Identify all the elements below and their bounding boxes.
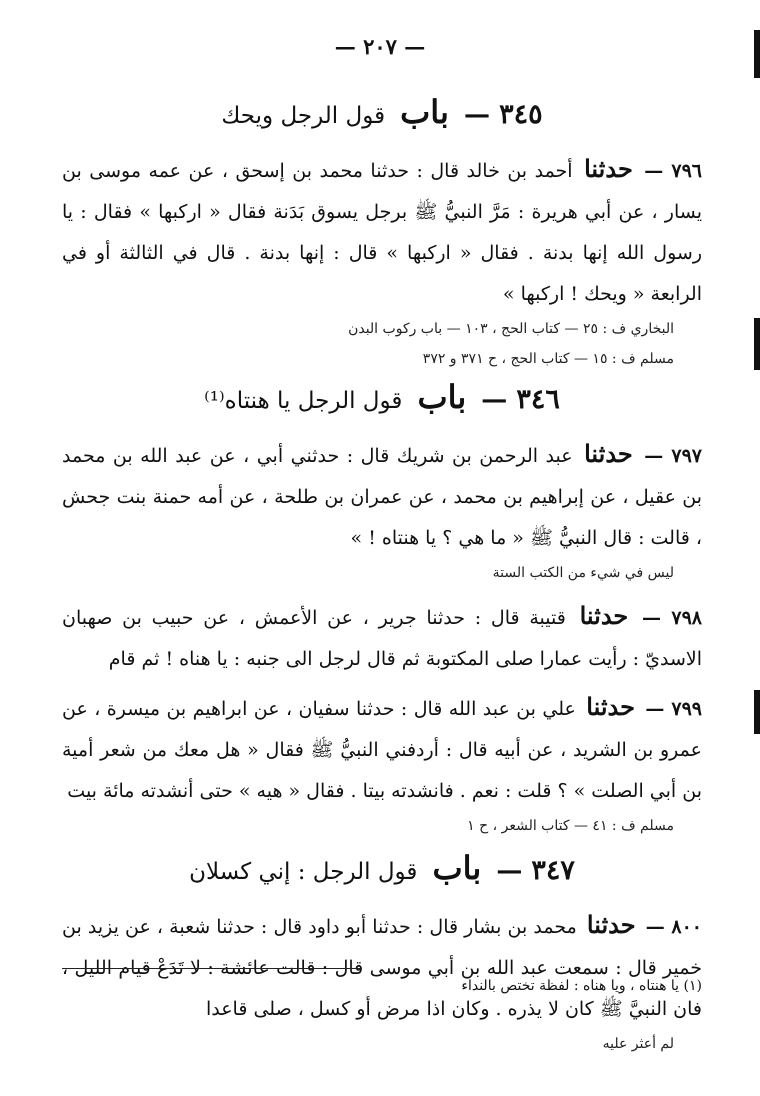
chapter-dash: —	[496, 856, 523, 886]
page-content	[62, 86, 702, 1062]
hadith-number: ٧٩٩ —	[645, 698, 702, 720]
hadith-paragraph	[62, 148, 702, 315]
haddathana-word: حدثنا	[584, 154, 633, 183]
source-reference: مسلم ف : ١٥ — كتاب الحج ، ح ٣٧١ و ٣٧٢	[422, 351, 674, 367]
chapter-number: ٣٤٧	[531, 855, 575, 886]
chapter-bab-label: باب	[400, 93, 449, 131]
footnote: (١) يا هنتاه ، ويا هناه : لفظة تختص بالنداء	[461, 978, 702, 994]
hadith-number: ٧٩٦ —	[644, 160, 703, 182]
haddathana-word: حدثنا	[584, 439, 633, 468]
hadith-number: ٧٩٧ —	[644, 445, 702, 467]
hadith-number: ٧٩٨ —	[642, 607, 703, 629]
hadith-number: ٨٠٠ —	[645, 916, 703, 938]
hadith-text: علي بن عبد الله قال : حدثنا سفيان ، عن ابراهيم بن ميسرة ، عن عمرو بن الشريد ، عن أبيه قال : أردفني النبيُّ ﷺ فقال « هل معك من شعر أمية بن أبي الصلت » ؟ قلت : نعم . فانشدته بيتا . فقال « هيه » حتى أنشدته مائة بيت	[62, 698, 702, 802]
hadith-text: عبد الرحمن بن شريك قال : حدثني أبي ، عن عبد الله بن محمد بن عقيل ، عن إبراهيم بن محمد ، عن عمران بن طلحة ، عن أمه حمنة بنت جحش ، قالت : قال النبيُّ ﷺ « ما هي ؟ يا هنتاه ! »	[62, 445, 702, 549]
chapter-number: ٣٤٦	[516, 384, 560, 415]
chapter-bab-label: باب	[432, 849, 482, 887]
chapter-bab-label: باب	[417, 378, 467, 416]
chapter-dash: —	[464, 100, 490, 130]
page-edge-mark	[754, 318, 760, 370]
chapter-heading	[62, 848, 702, 892]
chapter-heading	[62, 377, 702, 421]
source-reference: مسلم ف : ٤١ — كتاب الشعر ، ح ١	[467, 818, 674, 834]
hadith-paragraph	[62, 686, 702, 812]
hadith-paragraph	[62, 433, 702, 559]
hadith-text: قتيبة قال : حدثنا جرير ، عن الأعمش ، عن حبيب بن صهبان الاسديّ : رأيت عمارا صلى المكتوبة ثم قال لرجل الى جنبه : يا هناه ! ثم قام	[62, 607, 702, 670]
source-reference: البخاري ف : ٢٥ — كتاب الحج ، ١٠٣ — باب ركوب البدن	[348, 321, 674, 337]
haddathana-word: حدثنا	[579, 601, 629, 630]
hadith-paragraph	[62, 595, 702, 680]
chapter-title: قول الرجل يا هنتاه⁽¹⁾	[204, 388, 403, 414]
hadith-paragraph	[62, 904, 702, 1030]
chapter-dash: —	[481, 385, 508, 415]
hadith-text: محمد بن بشار قال : حدثنا أبو داود قال : حدثنا شعبة ، عن يزيد بن خمير قال : سمعت عبد الله بن أبي موسى قال : قالت عائشة : لا تَدَعْ قيام الليل ، فان النبيَّ ﷺ كان لا يذره . وكان اذا مرض أو كسل ، صلى قاعدا	[62, 916, 702, 1020]
chapter-title: قول الرجل : إني كسلان	[189, 859, 418, 885]
page-number: — ٢٠٧ —	[334, 34, 426, 59]
hadith-text: أحمد بن خالد قال : حدثنا محمد بن إسحق ، عن عمه موسى بن يسار ، عن أبي هريرة : مَرَّ النبيُّ ﷺ برجل يسوق بَدَنة فقال « اركبها » فقال : يا رسول الله إنها بدنة . فقال « اركبها » قال : إنها بدنة . قال في الثالثة أو في الرابعة « ويحك ! اركبها »	[62, 160, 702, 305]
chapter-title: قول الرجل ويحك	[221, 103, 386, 129]
chapter-number: ٣٤٥	[499, 99, 543, 130]
footnote-divider	[62, 968, 362, 969]
chapter-heading	[62, 92, 702, 136]
haddathana-word: حدثنا	[586, 692, 635, 721]
source-reference: لم أعثر عليه	[602, 1036, 674, 1052]
page-edge-mark	[754, 690, 760, 734]
source-reference: ليس في شيء من الكتب الستة	[492, 565, 674, 581]
haddathana-word: حدثنا	[586, 910, 636, 939]
